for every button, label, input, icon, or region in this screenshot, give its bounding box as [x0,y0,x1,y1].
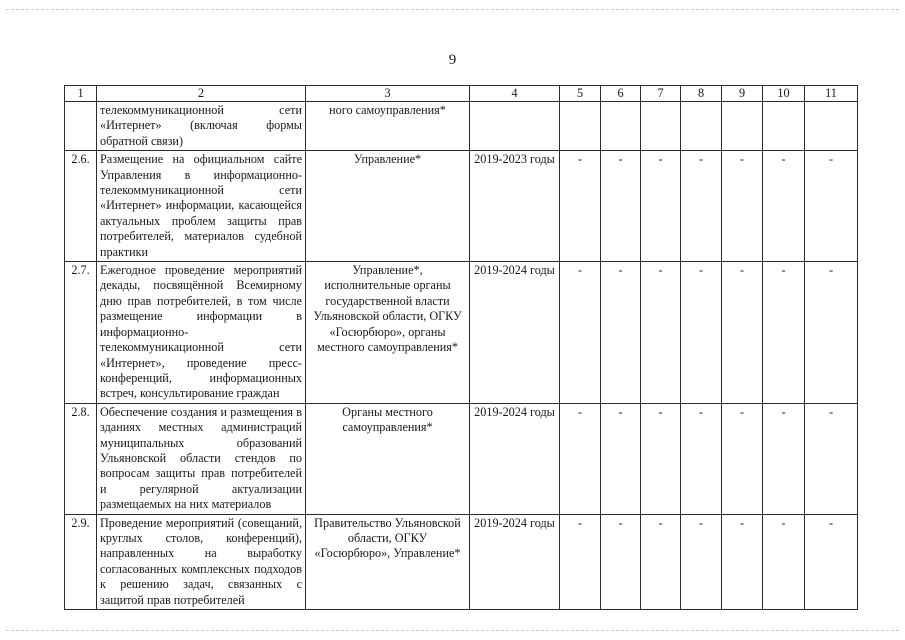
scan-edge-top [6,9,899,10]
table-body [65,102,858,610]
table-row [65,151,858,262]
value-cell: - [681,151,722,262]
value-cell: - [560,151,601,262]
value-cell: - [641,403,681,514]
row-number: 2.6. [65,151,97,262]
value-cell: - [763,262,805,404]
value-cell: - [560,262,601,404]
period-cell: 2019-2024 годы [470,403,560,514]
value-cell: - [601,151,641,262]
value-cell: - [805,514,858,609]
period-cell [470,102,560,151]
value-cell: - [681,514,722,609]
period-cell: 2019-2024 годы [470,262,560,404]
table-row [65,102,858,151]
value-cell: - [601,514,641,609]
executor-cell: Управление* [306,151,470,262]
column-header: 3 [306,86,470,102]
column-header: 11 [805,86,858,102]
activity-cell: телекоммуникационной сети «Интернет» (включая формы обратной связи) [97,102,306,151]
activity-cell: Обеспечение создания и размещения в зданиях местных администраций муниципальных образований Ульяновской области стендов по вопросам защиты прав потребителей и регулярной актуализации размещаемых на них материалов [97,403,306,514]
value-cell [560,102,601,151]
period-cell: 2019-2023 годы [470,151,560,262]
column-header: 8 [681,86,722,102]
column-header: 1 [65,86,97,102]
value-cell: - [805,403,858,514]
activity-cell: Размещение на официальном сайте Управления в информационно-телекоммуникационной сети «Интернет» информации, касающейся актуальных проблем защиты прав потребителей, материалов судебной практики [97,151,306,262]
column-header: 7 [641,86,681,102]
executor-cell: Правительство Ульяновской области, ОГКУ «Госюрбюро», Управление* [306,514,470,609]
value-cell: - [641,262,681,404]
row-number: 2.9. [65,514,97,609]
page-number: 9 [448,52,457,68]
row-number: 2.7. [65,262,97,404]
activity-cell: Ежегодное проведение мероприятий декады, посвящённой Всемирному дню прав потребителей, в том числе размещение информации в информационно-телекоммуникационной сети «Интернет», проведение пресс-конференций, информационных встреч, консультирование граждан [97,262,306,404]
row-number: 2.8. [65,403,97,514]
executor-cell: ного самоуправления* [306,102,470,151]
value-cell [681,102,722,151]
column-header: 10 [763,86,805,102]
value-cell: - [722,151,763,262]
header-row [65,86,858,102]
value-cell: - [722,403,763,514]
executor-cell: Органы местного самоуправления* [306,403,470,514]
table-row [65,403,858,514]
value-cell: - [681,403,722,514]
value-cell: - [763,403,805,514]
value-cell: - [805,151,858,262]
value-cell: - [560,514,601,609]
measures-table [64,85,858,610]
table-row [65,514,858,609]
period-cell: 2019-2024 годы [470,514,560,609]
table-header [65,86,858,102]
value-cell [805,102,858,151]
value-cell: - [805,262,858,404]
row-number [65,102,97,151]
value-cell: - [601,403,641,514]
value-cell: - [722,262,763,404]
value-cell: - [763,514,805,609]
scan-edge-bottom [6,630,899,631]
column-header: 9 [722,86,763,102]
value-cell: - [722,514,763,609]
column-header: 2 [97,86,306,102]
value-cell: - [601,262,641,404]
value-cell: - [763,151,805,262]
executor-cell: Управление*, исполнительные органы государственной власти Ульяновской области, ОГКУ «Госюрбюро», органы местного самоуправления* [306,262,470,404]
activity-cell: Проведение мероприятий (совещаний, круглых столов, конференций), направленных на выработку согласованных комплексных подходов к решению задач, связанных с защитой прав потребителей [97,514,306,609]
value-cell: - [681,262,722,404]
value-cell: - [641,151,681,262]
value-cell: - [641,514,681,609]
value-cell [641,102,681,151]
column-header: 5 [560,86,601,102]
column-header: 4 [470,86,560,102]
column-header: 6 [601,86,641,102]
value-cell [722,102,763,151]
table-row [65,262,858,404]
value-cell [601,102,641,151]
value-cell [763,102,805,151]
value-cell: - [560,403,601,514]
